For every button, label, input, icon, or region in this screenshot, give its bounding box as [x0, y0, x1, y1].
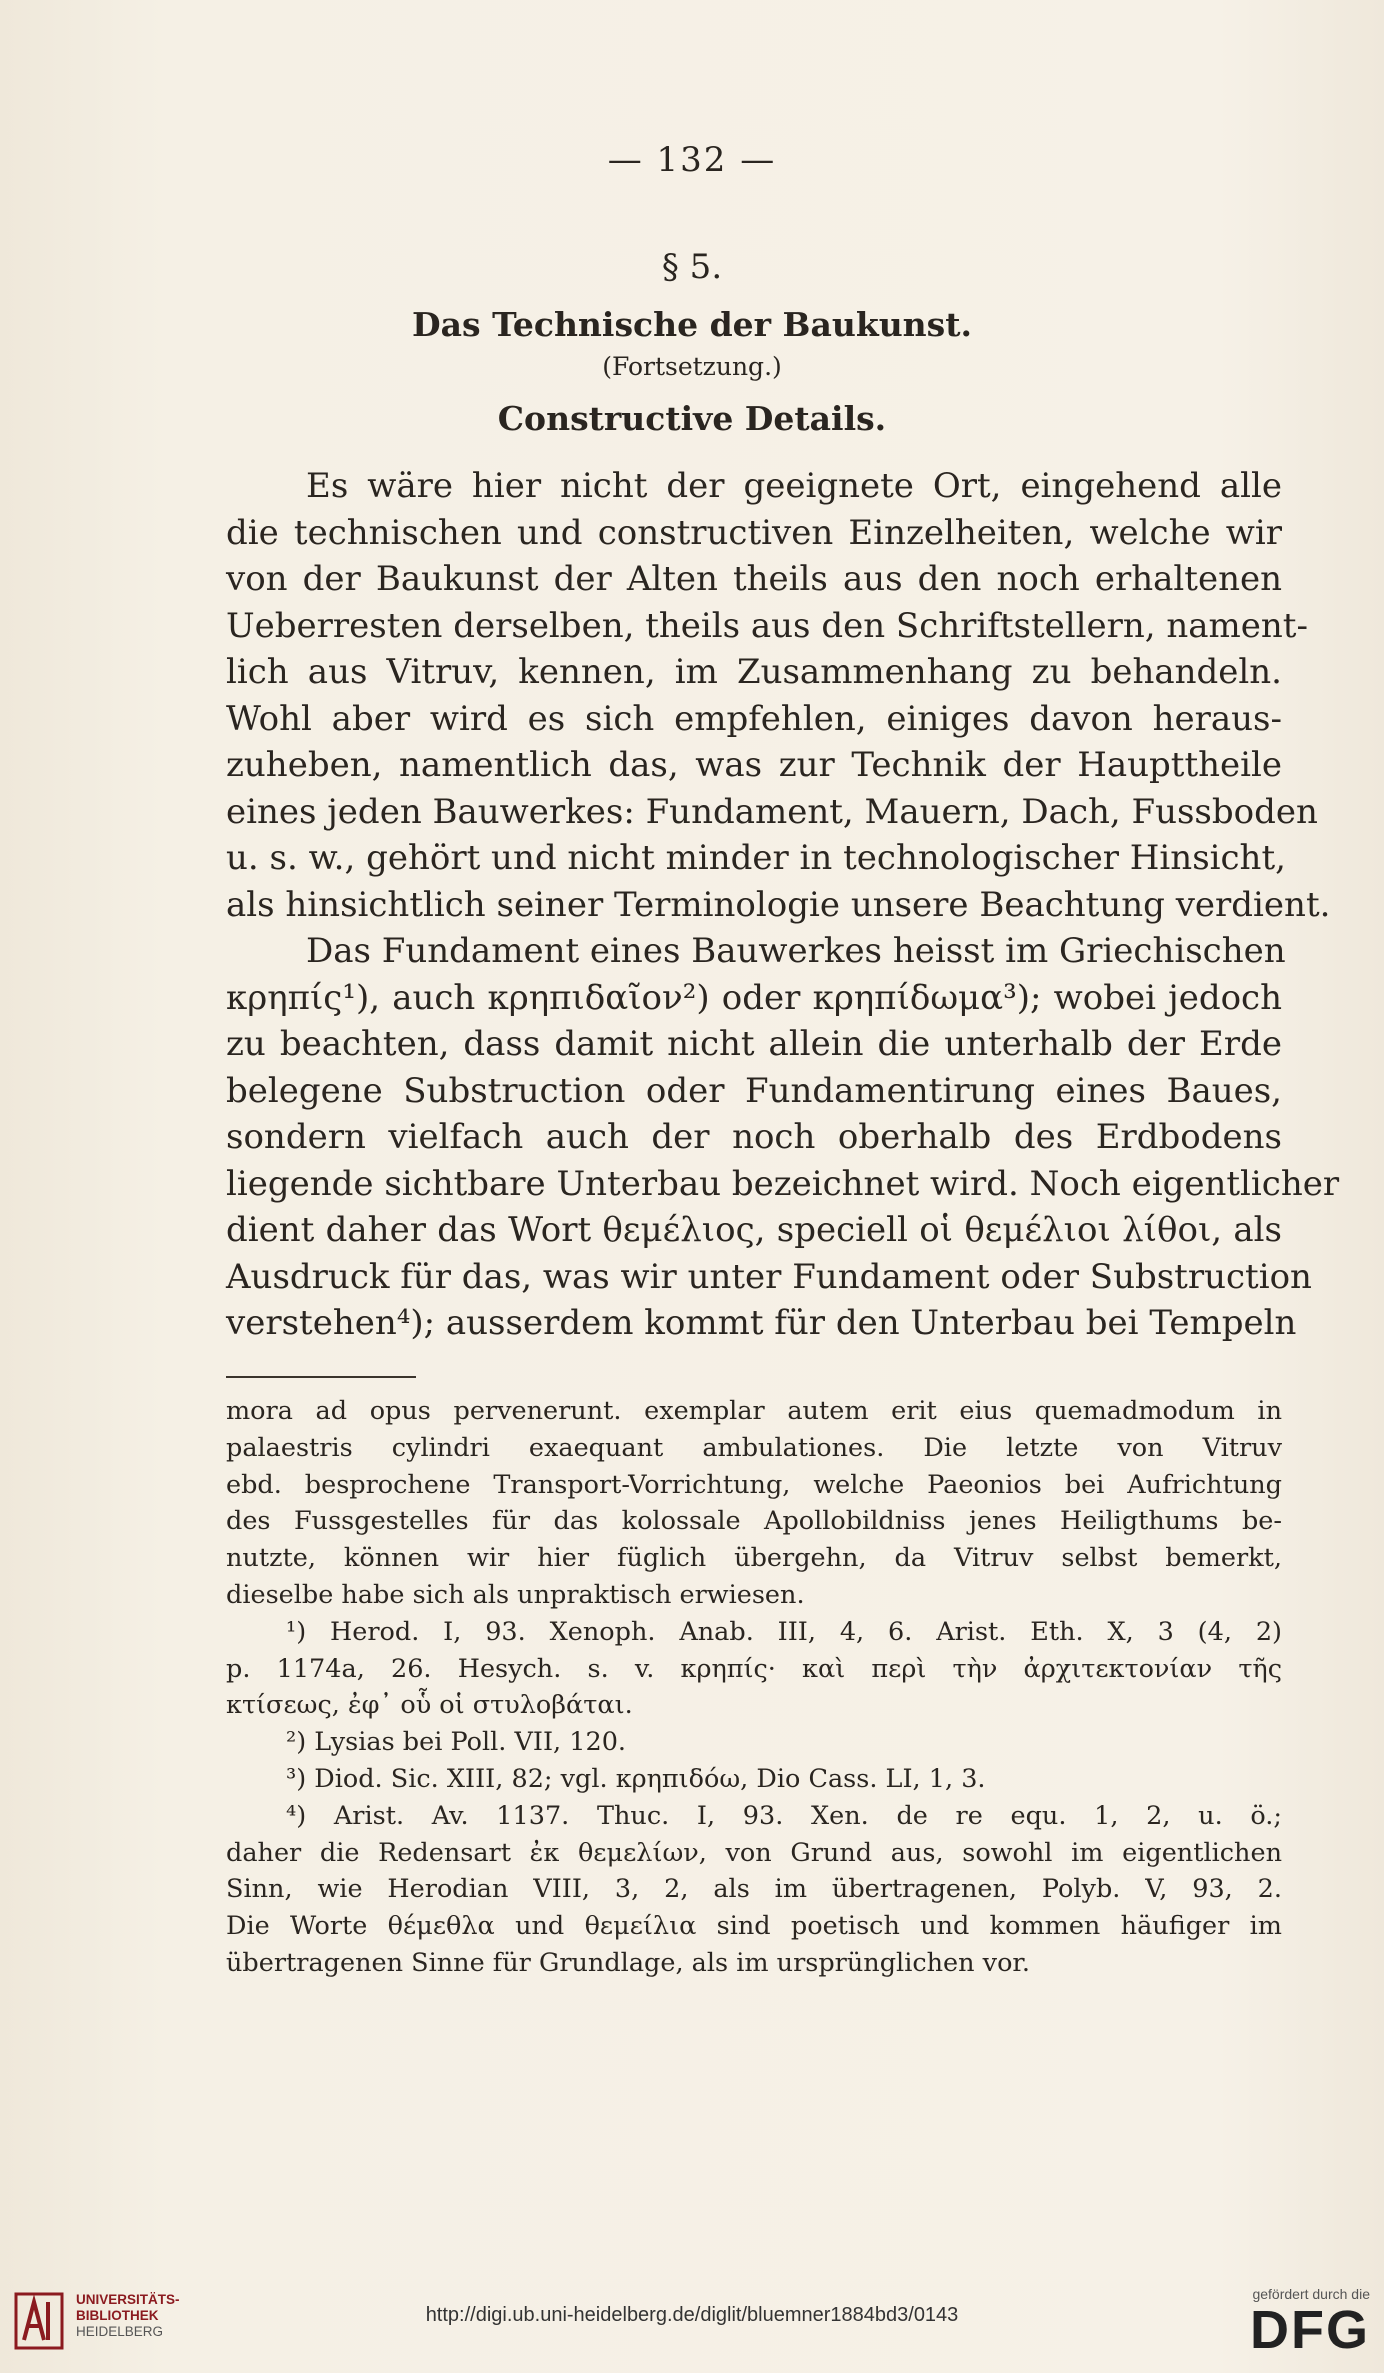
text-line: von der Baukunst der Alten theils aus den noch erhaltenen — [226, 559, 1282, 599]
text-line: Wohl aber wird es sich empfehlen, einiges davon heraus- — [226, 698, 1282, 739]
body-text — [226, 463, 1340, 1347]
text-line: κρηπίς¹), auch κρηπιδαῖον²) oder κρηπίδωμα³); wobei jedoch — [226, 977, 1282, 1018]
footnote-line: des Fussgestelles für das kolossale Apollobildniss jenes Heiligthums be- — [226, 1506, 1282, 1537]
text-line: Das Fundament eines Bauwerkes heisst im Griechischen — [306, 931, 1286, 971]
text-line: Ueberresten derselben, theils aus den Schriftstellern, nament- — [226, 605, 1308, 646]
logo-line: UNIVERSITÄTS- — [76, 2292, 180, 2307]
logo-line: HEIDELBERG — [76, 2324, 164, 2339]
section-subtitle: Constructive Details. — [497, 399, 887, 438]
chapter-heading: Das Technische der Baukunst. — [412, 305, 972, 344]
text-line: eines jeden Bauwerkes: Fundament, Mauern, Dach, Fussboden — [226, 791, 1318, 832]
paragraph-2 — [226, 928, 1340, 1347]
funded-by-label: gefördert durch die — [1252, 2286, 1370, 2302]
footnote-3 — [226, 1761, 1282, 1798]
footnote-4 — [226, 1798, 1282, 1982]
footnote-line: ²) Lysias bei Poll. VII, 120. — [286, 1727, 627, 1758]
footnote-1 — [226, 1614, 1282, 1724]
page-number: — 132 — — [607, 140, 777, 180]
dfg-logo[interactable] — [1180, 2286, 1370, 2366]
text-line: verstehen⁴); ausserdem kommt für den Unterbau bei Tempeln — [226, 1303, 1297, 1343]
footnote-line: mora ad opus pervenerunt. exemplar autem erit eius quemadmodum in — [226, 1396, 1282, 1426]
dfg-wordmark: DFG — [1250, 2300, 1370, 2360]
footnote-line: Sinn, wie Herodian VIII, 3, 2, als im übertragenen, Polyb. V, 93, 2. — [226, 1874, 1282, 1905]
permalink-url[interactable]: http://digi.ub.uni-heidelberg.de/diglit/bluemner1884bd3/0143 — [425, 2304, 959, 2326]
text-line: zuheben, namentlich das, was zur Technik der Haupttheile — [226, 745, 1282, 785]
text-line: Ausdruck für das, was wir unter Fundament oder Substruction — [226, 1256, 1312, 1297]
text-line: u. s. w., gehört und nicht minder in technologischer Hinsicht, — [226, 838, 1286, 878]
text-line: Es wäre hier nicht der geeignete Ort, eingehend alle — [306, 466, 1282, 506]
text-line: liegende sichtbare Unterbau bezeichnet wird. Noch eigentlicher — [226, 1163, 1340, 1204]
footnote-line: palaestris cylindri exaequant ambulationes. Die letzte von Vitruv — [226, 1432, 1282, 1463]
footnote-line: ebd. besprochene Transport-Vorrichtung, welche Paeonios bei Aufrichtung — [226, 1469, 1282, 1500]
footnotes — [226, 1393, 1282, 1982]
text-line: sondern vielfach auch der noch oberhalb des Erdbodens — [226, 1117, 1282, 1157]
logo-line: BIBLIOTHEK — [76, 2308, 159, 2323]
footnote-continuation — [226, 1393, 1282, 1614]
text-line: dient daher das Wort θεμέλιος, speciell οἱ θεμέλιοι λίθοι, als — [226, 1210, 1282, 1250]
paragraph-1 — [226, 463, 1331, 928]
footnote-2 — [226, 1724, 1282, 1761]
footnote-line: ⁴) Arist. Av. 1137. Thuc. I, 93. Xen. de re equ. 1, 2, u. ö.; — [286, 1800, 1282, 1831]
footnote-line: ¹) Herod. I, 93. Xenoph. Anab. III, 4, 6. Arist. Eth. X, 3 (4, 2) — [286, 1616, 1282, 1647]
footnote-line: nutzte, können wir hier füglich übergehn, da Vitruv selbst bemerkt, — [226, 1543, 1282, 1574]
chapter-subheading: (Fortsetzung.) — [602, 352, 782, 381]
text-line: belegene Substruction oder Fundamentirung eines Baues, — [226, 1070, 1282, 1111]
footnote-line: p. 1174a, 26. Hesych. s. v. κρηπίς· καὶ περὶ τὴν ἀρχιτεκτονίαν τῆς — [226, 1653, 1282, 1684]
footnote-rule — [226, 1376, 416, 1378]
footnote-line: dieselbe habe sich als unpraktisch erwiesen. — [226, 1579, 805, 1610]
footnote-line: daher die Redensart ἐκ θεμελίων, von Grund aus, sowohl im eigentlichen — [226, 1837, 1282, 1868]
text-line: zu beachten, dass damit nicht allein die unterhalb der Erde — [226, 1024, 1282, 1064]
footnote-line: Die Worte θέμεθλα und θεμείλια sind poetisch und kommen häufiger im — [226, 1911, 1282, 1942]
text-line: die technischen und constructiven Einzelheiten, welche wir — [226, 512, 1282, 553]
footnote-line: übertragenen Sinne für Grundlage, als im ursprünglichen vor. — [226, 1947, 1030, 1978]
footnote-line: ³) Diod. Sic. XIII, 82; vgl. κρηπιδόω, Dio Cass. LI, 1, 3. — [286, 1763, 986, 1794]
text-line: als hinsichtlich seiner Terminologie unsere Beachtung verdient. — [226, 884, 1331, 925]
section-mark: § 5. — [661, 247, 723, 287]
text-line: lich aus Vitruv, kennen, im Zusammenhang zu behandeln. — [226, 652, 1282, 692]
footnote-line: κτίσεως, ἐφ᾽ οὗ οἱ στυλοβάται. — [226, 1690, 633, 1721]
